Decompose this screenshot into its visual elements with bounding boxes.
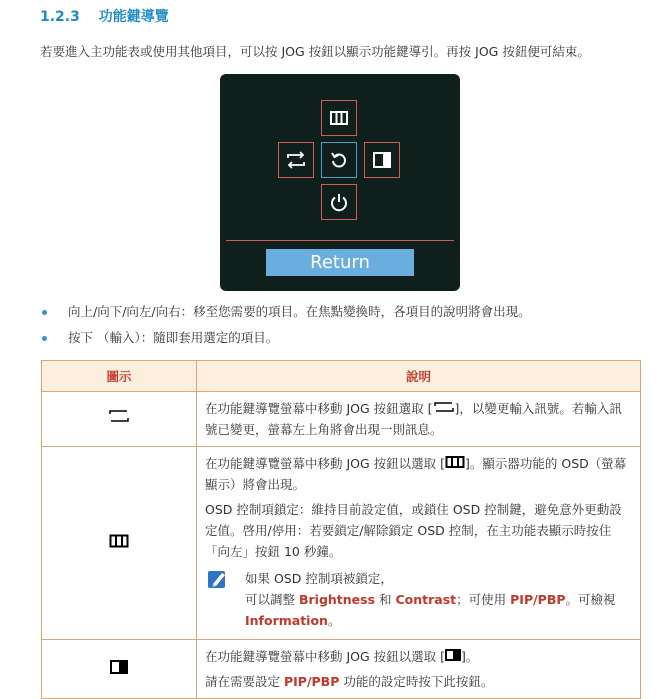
intro-paragraph: 若要進入主功能表或使用其他項目，可以按 JOG 按鈕以顯示功能鍵導引。再按 JOG 按鈕便可結束。 <box>40 44 590 59</box>
menu-key[interactable] <box>321 100 357 136</box>
description-cell: 在功能鍵導覽螢幕中移動 JOG 按鈕以選取 [ ]。顯示器功能的 OSD（螢幕顯示）將會出現。 OSD 控制項鎖定：維持目前設定值，或鎖住 OSD 控制鍵，避免意外更動設定值。啓用/停用：若要鎖定/解除鎖定 OSD 控制，在主功能表顯示時按住「向左」按鈕 10 秒鐘。 如果 OSD 控制項被鎖定， 可以調整 Brightness 和 Contrast；可使用 PIP/PBP。可檢視 Information。 <box>197 447 641 640</box>
menu-icon <box>329 108 349 128</box>
power-icon <box>329 192 349 212</box>
source-icon <box>286 150 306 170</box>
note-icon <box>207 568 229 590</box>
pip-pbp-icon <box>372 150 392 170</box>
table-row <box>42 640 641 699</box>
note-body: 可以調整 Brightness 和 Contrast；可使用 PIP/PBP。可檢視 Information。 <box>245 592 616 628</box>
source-icon <box>108 408 130 424</box>
return-button[interactable]: Return <box>266 249 414 276</box>
pip-pbp-inline-icon <box>445 649 461 661</box>
osd-divider <box>226 240 454 241</box>
table-header-row <box>42 361 641 392</box>
list-item: 按下 （輸入）：隨即套用選定的項目。 <box>40 328 531 354</box>
menu-inline-icon <box>445 456 465 468</box>
pip-pbp-key[interactable] <box>364 142 400 178</box>
note-title: 如果 OSD 控制項被鎖定， <box>245 571 393 586</box>
power-key[interactable] <box>321 184 357 220</box>
function-key-guide-screen <box>220 74 460 291</box>
table-row <box>42 447 641 640</box>
section-title: 功能鍵導覽 <box>98 9 169 25</box>
note-block <box>205 568 632 631</box>
source-inline-icon <box>433 401 455 413</box>
header-icon: 圖示 <box>42 361 197 392</box>
menu-icon <box>109 534 129 548</box>
source-key[interactable] <box>278 142 314 178</box>
section-number: 1.2.3 <box>40 9 80 25</box>
return-key[interactable] <box>321 142 357 178</box>
function-key-table <box>41 360 641 699</box>
description-cell: 在功能鍵導覽螢幕中移動 JOG 按鈕以選取 [ ]。 請在需要設定 PIP/PBP 功能的設定時按下此按鈕。 <box>197 640 641 699</box>
description-cell: 在功能鍵導覽螢幕中移動 JOG 按鈕選取 [ ]，以變更輸入訊號。若輸入訊號已變更，螢幕左上角將會出現一則訊息。 <box>197 392 641 447</box>
osd-lock-paragraph: OSD 控制項鎖定：維持目前設定值，或鎖住 OSD 控制鍵，避免意外更動設定值。啓用/停用：若要鎖定/解除鎖定 OSD 控制，在主功能表顯示時按住「向左」按鈕 10 秒鐘。 <box>205 502 622 559</box>
return-icon <box>329 150 349 170</box>
pip-pbp-icon <box>110 660 128 674</box>
instruction-list <box>40 302 531 354</box>
table-row <box>42 392 641 447</box>
section-heading <box>40 6 169 26</box>
header-description: 說明 <box>197 361 641 392</box>
list-item: 向上/向下/向左/向右：移至您需要的項目。在焦點變換時，各項目的說明將會出現。 <box>40 302 531 328</box>
